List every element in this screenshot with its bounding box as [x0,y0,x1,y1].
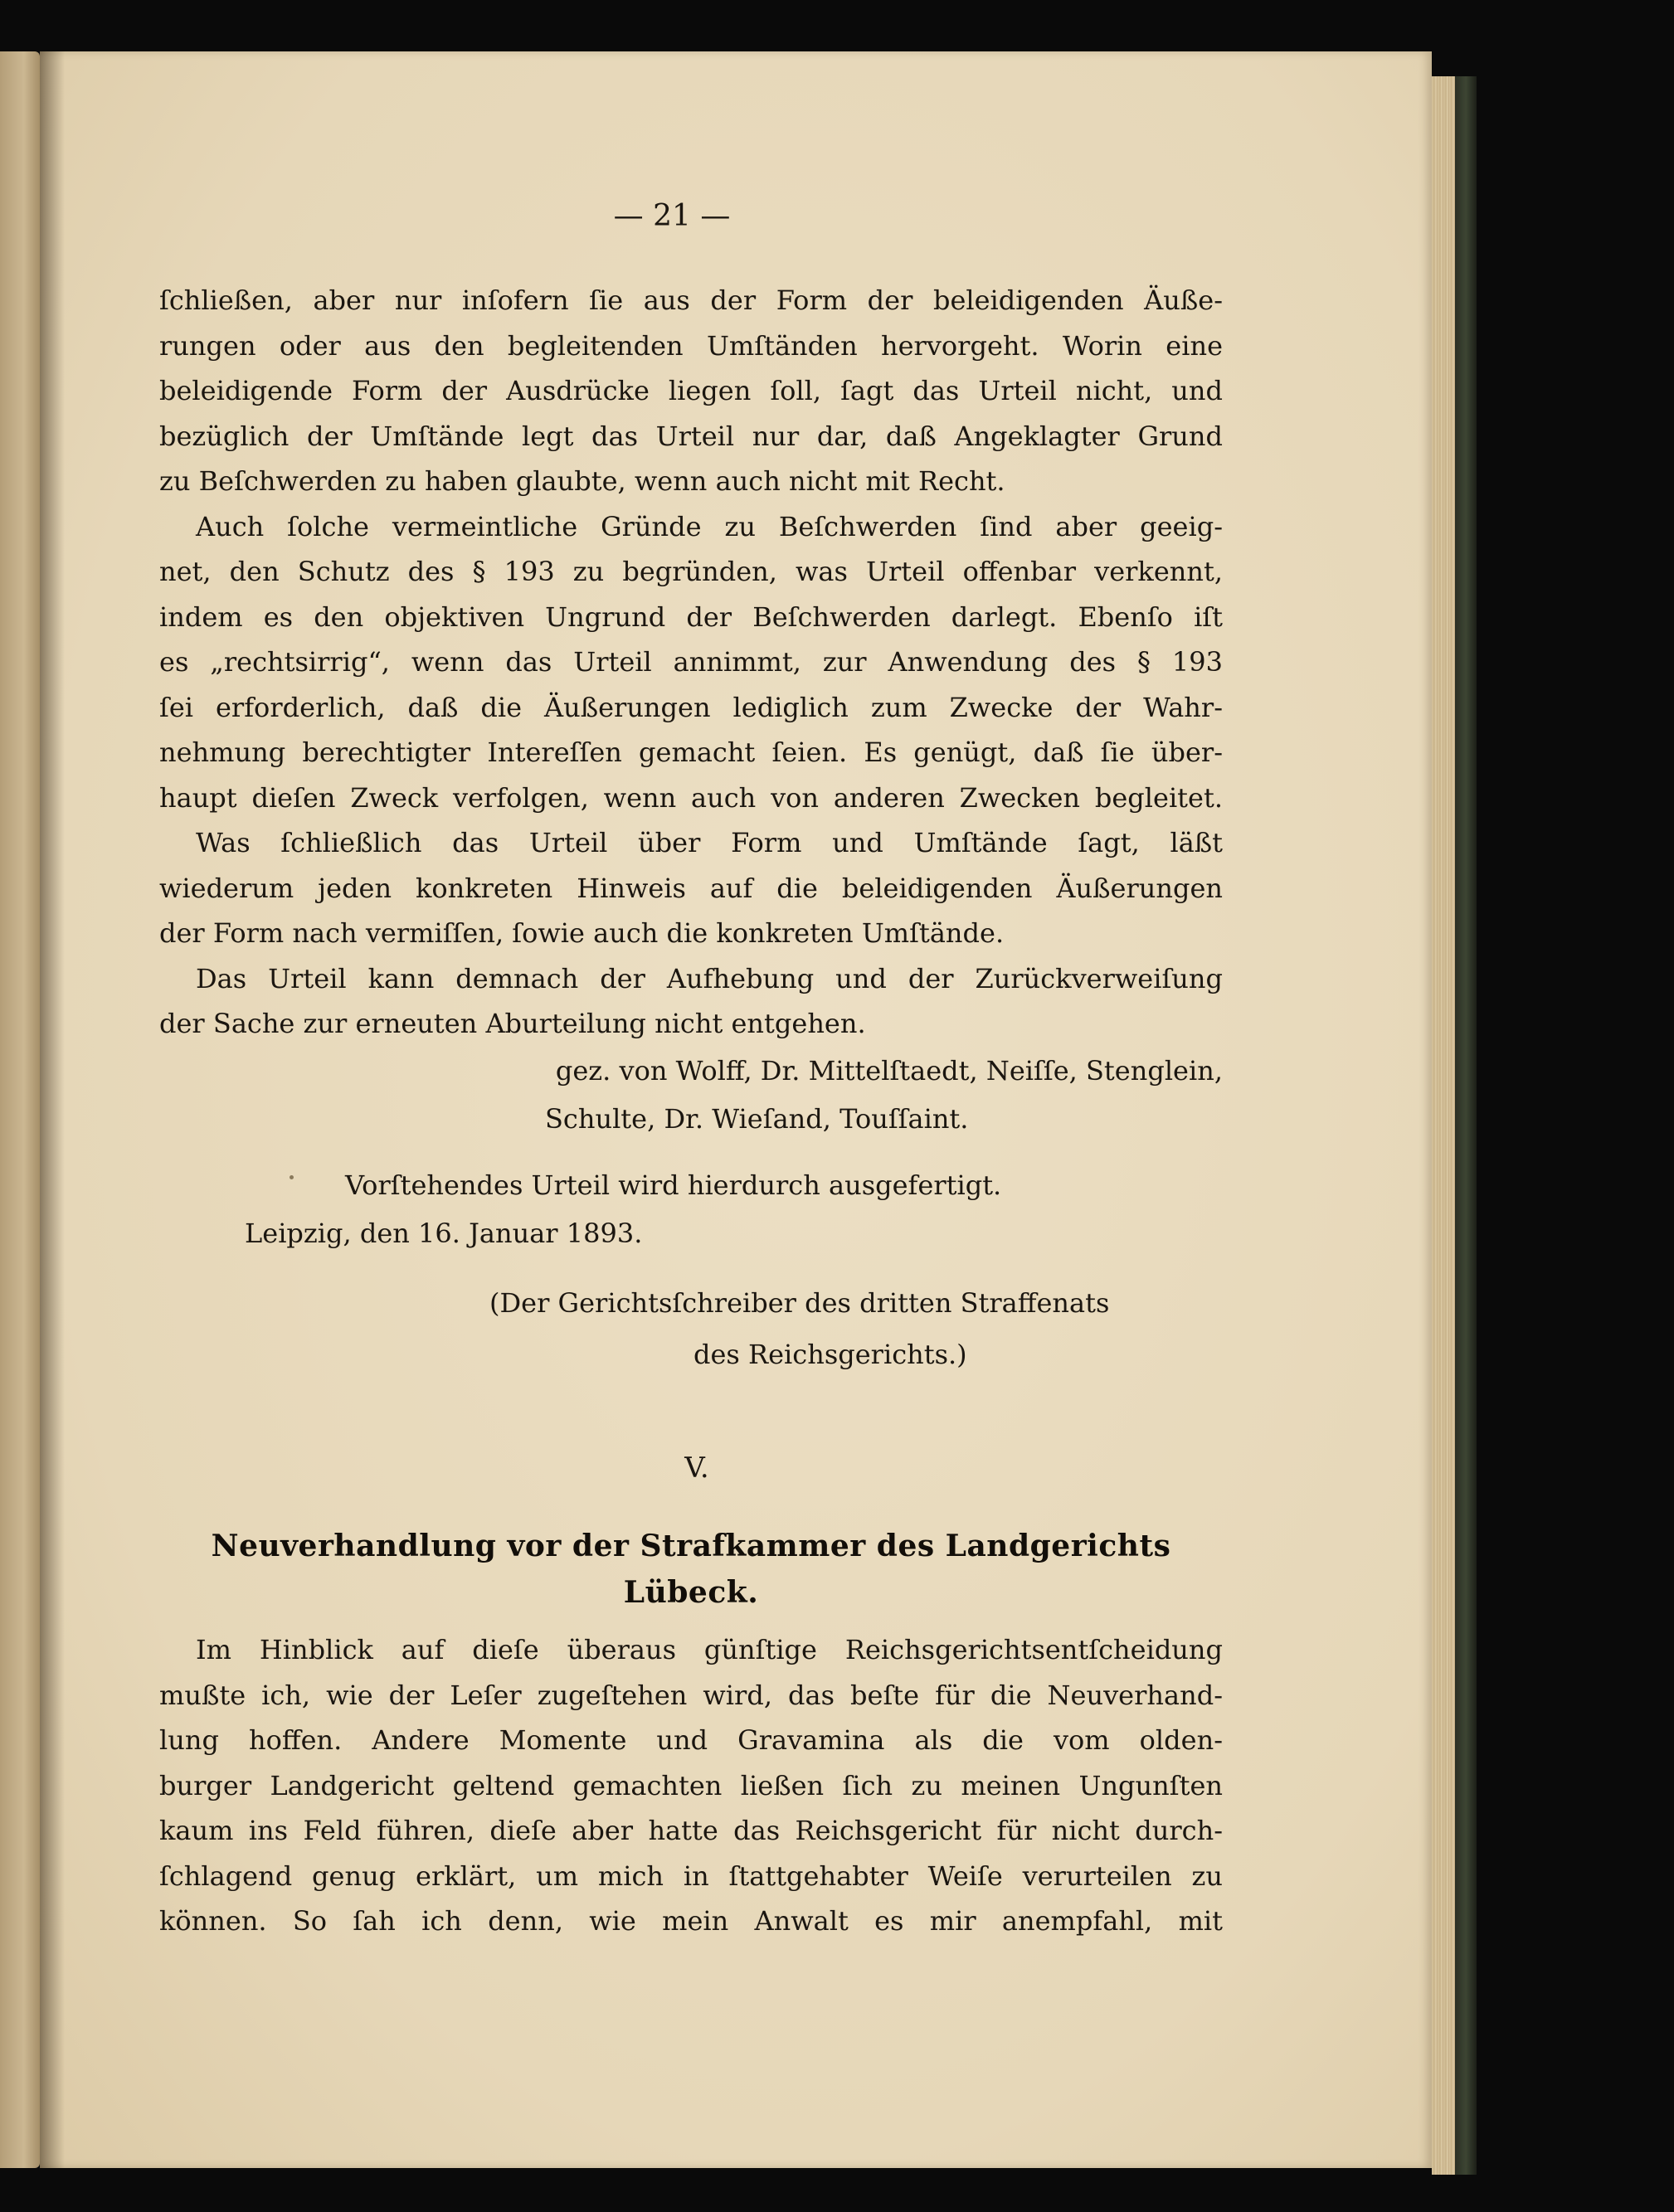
judges-signatures [440,1047,1223,1143]
text-line: der Form nach vermiſſen, ſowie auch die konkreten Umſtände. [159,917,1005,949]
paragraph-3 [159,820,1223,956]
certification-block [196,1161,1223,1257]
paragraph-5 [159,1627,1223,1944]
text-line: rungen oder aus den begleitenden Umſtänden hervorgeht. Worin eine [159,329,1223,362]
text-line: es „rechtsirrig“, wenn das Urteil annimmt, zur Anwendung des § 193 [159,646,1223,678]
text-line: haupt dieſen Zweck verfolgen, wenn auch von anderen Zwecken begleitet. [159,781,1223,814]
text-line: wiederum jeden konkreten Hinweis auf die beleidigenden Äußerungen [159,872,1223,904]
text-line: Was ſchließlich das Urteil über Form und Umſtände ſagt, läßt [196,827,1223,858]
page-number: — 21 — [613,199,731,233]
clerk-line: (Der Gerichtsſchreiber des dritten Straffenats [489,1287,1110,1319]
place-date: Leipzig, den 16. Januar 1893. [245,1218,643,1249]
section-number: V. [684,1451,709,1485]
text-line: mußte ich, wie der Leſer zugeſtehen wird, das beſte für die Neuverhand- [159,1679,1223,1711]
text-line: Auch ſolche vermeintliche Gründe zu Beſchwerden ſind aber geeig- [196,510,1223,542]
text-line: burger Landgericht geltend gemachten ließen ſich zu meinen Ungunſten [159,1769,1223,1801]
certification-statement: Vorſtehendes Urteil wird hierdurch ausgefertigt. [345,1169,1002,1201]
text-line: indem es den objektiven Ungrund der Beſchwerden darlegt. Ebenſo iſt [159,600,1223,633]
text-line: der Sache zur erneuten Aburteilung nicht entgehen. [159,1008,866,1039]
text-line: ſei erforderlich, daß die Äußerungen lediglich zum Zwecke der Wahr- [159,691,1223,723]
book-cover-edge [1455,76,1477,2175]
text-line: kaum ins Feld führen, dieſe aber hatte das Reichsgericht für nicht durch- [159,1815,1223,1846]
section-heading [159,1523,1223,1616]
gutter-shadow [40,51,65,2168]
paragraph-2 [159,504,1223,821]
heading-line: Neuverhandlung vor der Strafkammer des Landgerichts [211,1529,1171,1563]
text-line: ſchlagend genug erklärt, um mich in ſtattgehabter Weiſe verurteilen zu [159,1860,1223,1892]
signature-line: gez. von Wolff, Dr. Mittelſtaedt, Neiſſe, Stenglein, [555,1055,1223,1087]
heading-line: Lübeck. [623,1575,759,1610]
text-line: können. So ſah ich denn, wie mein Anwalt es mir anempfahl, mit [159,1905,1223,1937]
text-line: beleidigende Form der Ausdrücke liegen ſoll, ſagt das Urteil nicht, und [159,375,1223,406]
text-line: Im Hinblick auf dieſe überaus günſtige Reichsgerichtsentſcheidung [196,1634,1223,1665]
text-line: lung hoffen. Andere Momente und Gravamina als die vom olden- [159,1724,1223,1756]
body-text-lower [159,1627,1223,1944]
clerk-line: des Reichsgerichts.) [693,1339,967,1370]
text-line: zu Beſchwerden zu haben glaubte, wenn auch nicht mit Recht. [159,465,1005,497]
text-line: nehmung berechtigter Intereſſen gemacht ſeien. Es genügt, daß ſie über- [159,737,1223,768]
text-line: ſchließen, aber nur inſofern ſie aus der Form der beleidigenden Äuße- [159,284,1223,316]
text-line: bezüglich der Umſtände legt das Urteil nur dar, daß Angeklagter Grund [159,420,1223,452]
page-stack-edge [1432,76,1455,2175]
body-text-upper [159,278,1223,1047]
signature-line: Schulte, Dr. Wieſand, Touſſaint. [545,1103,969,1135]
paragraph-4 [159,956,1223,1047]
text-line: net, den Schutz des § 193 zu begründen, was Urteil offenbar verkennt, [159,556,1223,587]
text-line: Das Urteil kann demnach der Aufhebung und der Zurückverweiſung [196,962,1223,994]
left-page-edge [0,51,40,2168]
court-clerk [489,1277,1223,1380]
paragraph-1 [159,278,1223,504]
